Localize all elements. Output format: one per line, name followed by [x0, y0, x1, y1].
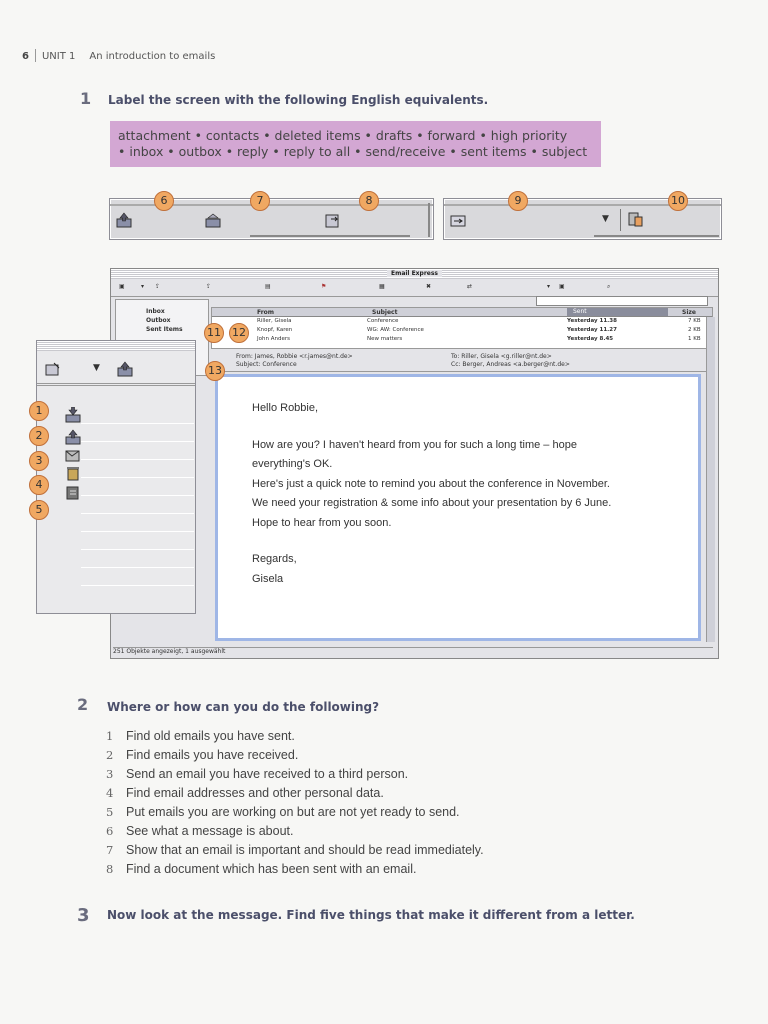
letter-line: We need your registration & some info about your presentation by 6 June.: [252, 497, 612, 509]
letter-closing: Regards,: [252, 553, 297, 565]
window-titlebar: [111, 269, 718, 279]
print-icon[interactable]: ▦: [379, 283, 385, 290]
status-bar: [113, 647, 713, 656]
page-header: [22, 49, 215, 62]
folder-sent-items[interactable]: Sent Items: [146, 326, 183, 333]
dropdown-arrow-icon[interactable]: ▼: [602, 214, 609, 224]
page-number: 6: [22, 51, 29, 62]
exercise-1-title: Label the screen with the following English equivalents.: [108, 93, 489, 107]
column-size[interactable]: Size: [682, 309, 696, 316]
drafts-icon[interactable]: [65, 484, 81, 500]
question-list: [106, 727, 484, 879]
search-input[interactable]: [536, 296, 708, 306]
message-body[interactable]: [215, 374, 701, 641]
list-item: 2 Find emails you have received.: [106, 748, 299, 762]
list-item: 3 Send an email you have received to a third person.: [106, 767, 409, 781]
message-header: [211, 351, 711, 372]
priority-icon[interactable]: [627, 211, 643, 227]
panel-toolbar: [37, 355, 195, 384]
folder-outbox[interactable]: Outbox: [146, 317, 171, 324]
message-sent: Yesterday 11.38: [567, 318, 617, 324]
message-from: Knopf, Karen: [257, 327, 293, 333]
folder-panel: [36, 340, 196, 614]
message-sent: Yesterday 11.27: [567, 327, 617, 333]
letter-line: Here's just a quick note to remind you about the conference in November.: [252, 477, 610, 490]
search-icon[interactable]: ⌕: [607, 283, 611, 290]
word-box-line-2: • inbox • outbox • reply • reply to all • send/receive • sent items • subject: [118, 144, 588, 159]
inbox-icon[interactable]: [65, 407, 81, 423]
message-list: [211, 307, 713, 349]
label-badge-10: 10: [668, 191, 688, 211]
column-from[interactable]: From: [257, 309, 275, 316]
label-badge-6: 6: [154, 191, 174, 211]
table-row[interactable]: [212, 336, 712, 344]
table-row[interactable]: [212, 327, 712, 335]
exercise-2-title: Where or how can you do the following?: [107, 700, 380, 714]
letter-text: [252, 399, 692, 589]
exercise-3-number: 3: [77, 905, 90, 926]
word-box-line-1: attachment • contacts • deleted items • drafts • forward • high priority: [118, 128, 568, 143]
label-badge-2: 2: [29, 426, 49, 446]
dropdown-arrow-icon[interactable]: ▼: [93, 363, 100, 373]
forward-icon[interactable]: [325, 212, 341, 228]
letter-line: How are you? I haven't heard from you for such a long time – hope: [252, 438, 577, 451]
address-book-icon[interactable]: [450, 213, 466, 229]
column-subject[interactable]: Subject: [372, 309, 398, 316]
to-field: To: Riller, Gisela <g.riller@nt.de>: [451, 353, 552, 360]
reply-icon[interactable]: ⇪: [206, 283, 212, 290]
dropdown-arrow-icon[interactable]: ▾: [547, 283, 551, 290]
message-from: Riller, Gisela: [257, 318, 292, 324]
message-subject: Conference: [367, 318, 399, 324]
letter-line: Hope to hear from you soon.: [252, 516, 392, 529]
exercise-1-number: 1: [80, 89, 92, 108]
label-badge-7: 7: [250, 191, 270, 211]
message-from: John Anders: [257, 336, 290, 342]
outbox-icon[interactable]: [65, 429, 81, 445]
label-badge-9: 9: [508, 191, 528, 211]
label-badge-4: 4: [29, 475, 49, 495]
new-message-icon[interactable]: [45, 361, 61, 377]
column-sent[interactable]: Sent: [567, 308, 668, 316]
label-badge-5: 5: [29, 500, 49, 520]
list-item: 8 Find a document which has been sent with an email.: [106, 862, 417, 876]
send-receive-icon[interactable]: [116, 212, 132, 228]
status-text: 251 Objekte angezeigt, 1 ausgewählt: [113, 648, 226, 655]
message-list-header: [212, 308, 712, 317]
address-book-icon[interactable]: ⇄: [467, 283, 473, 290]
exercise-3-title: Now look at the message. Find five things that make it different from a letter.: [107, 908, 635, 922]
table-row[interactable]: [212, 318, 712, 326]
deleted-items-icon[interactable]: [65, 465, 81, 481]
message-size: 2 KB: [688, 327, 701, 333]
flag-icon[interactable]: ⚑: [321, 283, 327, 290]
exercise-2-number: 2: [77, 695, 89, 714]
label-badge-3: 3: [29, 451, 49, 471]
send-receive-icon[interactable]: ⇪: [155, 283, 161, 290]
cc-field: Cc: Berger, Andreas <a.berger@nt.de>: [451, 361, 570, 368]
label-badge-13: 13: [205, 361, 225, 381]
label-badge-8: 8: [359, 191, 379, 211]
list-item: 5 Put emails you are working on but are not yet ready to send.: [106, 805, 460, 819]
letter-line: everything's OK.: [252, 458, 333, 470]
reply-icon[interactable]: [205, 212, 221, 228]
folder-inbox[interactable]: Inbox: [146, 308, 165, 315]
delete-icon[interactable]: ✖: [426, 283, 432, 290]
window-title: Email Express: [387, 270, 442, 277]
reply-all-icon[interactable]: ▤: [265, 283, 271, 290]
message-sent: Yesterday 8.45: [567, 336, 614, 342]
unit-label: UNIT 1: [41, 51, 76, 62]
letter-greeting: Hello Robbie,: [252, 402, 319, 414]
list-item: 7 Show that an email is important and should be read immediately.: [106, 843, 484, 857]
list-item: 1 Find old emails you have sent.: [106, 729, 295, 743]
list-item: 4 Find email addresses and other personal data.: [106, 786, 384, 800]
email-window: [110, 268, 719, 659]
label-badge-11: 11: [204, 323, 224, 343]
message-size: 1 KB: [688, 336, 701, 342]
subject-field: Subject: Conference: [236, 361, 297, 368]
scrollbar[interactable]: [706, 317, 715, 642]
message-subject: New matters: [367, 336, 403, 342]
label-badge-12: 12: [229, 323, 249, 343]
list-item: 6 See what a message is about.: [106, 824, 294, 838]
message-subject: WG: AW: Conference: [367, 327, 424, 333]
priority-icon[interactable]: ▣: [559, 283, 565, 290]
window-toolbar: [111, 280, 718, 297]
send-receive-icon[interactable]: [117, 361, 133, 377]
label-badge-1: 1: [29, 401, 49, 421]
letter-signature: Gisela: [252, 572, 284, 585]
from-field: From: James, Robbie <r.james@nt.de>: [236, 353, 353, 360]
new-message-icon[interactable]: ▣: [119, 283, 125, 290]
message-size: 7 KB: [688, 318, 701, 324]
sent-items-icon[interactable]: [65, 447, 81, 463]
dropdown-arrow-icon[interactable]: ▾: [141, 283, 145, 290]
unit-title: An introduction to emails: [89, 51, 216, 62]
word-box: [110, 121, 601, 167]
